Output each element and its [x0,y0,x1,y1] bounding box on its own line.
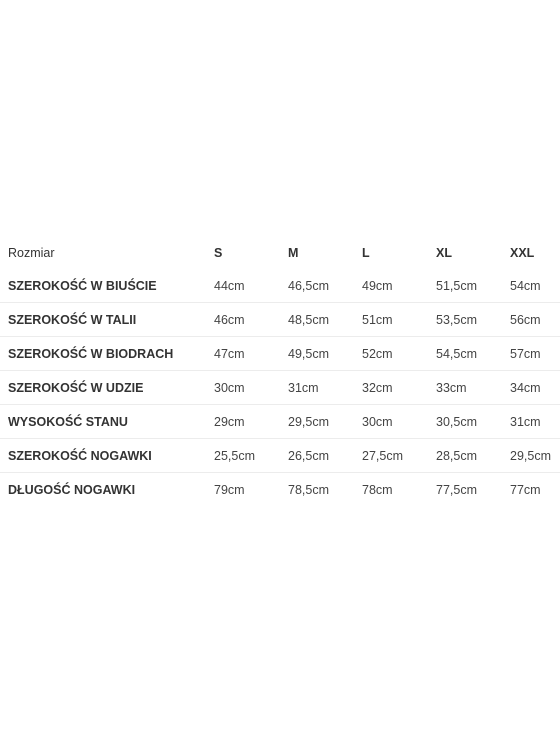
table-cell: 51cm [362,312,393,327]
row-label: SZEROKOŚĆ W BIODRACH [8,346,174,361]
table-cell: 52cm [362,346,393,361]
table-cell: 29,5cm [510,448,551,463]
table-row [0,405,560,439]
table-cell: 57cm [510,346,541,361]
table-cell: 49,5cm [288,346,329,361]
size-chart-table [0,236,560,506]
table-cell: 32cm [362,380,393,395]
table-cell: 29cm [214,414,245,429]
table-cell: 30cm [362,414,393,429]
table-row [0,473,560,507]
table-cell: 46cm [214,312,245,327]
size-header-xl: XL [436,245,452,260]
size-header-l: L [362,245,370,260]
table-cell: 53,5cm [436,312,477,327]
table-cell: 56cm [510,312,541,327]
row-label: SZEROKOŚĆ W BIUŚCIE [8,278,157,293]
table-cell: 54,5cm [436,346,477,361]
table-cell: 33cm [436,380,467,395]
size-column-header: Rozmiar [8,245,55,260]
table-header-row [0,236,560,269]
table-cell: 25,5cm [214,448,255,463]
row-label: SZEROKOŚĆ W UDZIE [8,380,144,395]
table-cell: 31cm [510,414,541,429]
size-header-s: S [214,245,223,260]
table-cell: 47cm [214,346,245,361]
table-cell: 77cm [510,482,541,497]
table-row [0,337,560,371]
table-cell: 28,5cm [436,448,477,463]
table-row [0,439,560,473]
table-cell: 30,5cm [436,414,477,429]
table-cell: 51,5cm [436,278,477,293]
row-label: SZEROKOŚĆ W TALII [8,312,137,327]
row-label: SZEROKOŚĆ NOGAWKI [8,448,152,463]
size-header-m: M [288,245,299,260]
table-cell: 54cm [510,278,541,293]
table-cell: 78cm [362,482,393,497]
table-row [0,303,560,337]
table-cell: 27,5cm [362,448,403,463]
row-label: DŁUGOŚĆ NOGAWKI [8,482,136,497]
table-cell: 78,5cm [288,482,329,497]
size-header-xxl: XXL [510,245,535,260]
table-cell: 31cm [288,380,319,395]
row-label: WYSOKOŚĆ STANU [8,414,128,429]
table-cell: 46,5cm [288,278,329,293]
table-cell: 29,5cm [288,414,329,429]
table-cell: 44cm [214,278,245,293]
table-cell: 26,5cm [288,448,329,463]
table-cell: 48,5cm [288,312,329,327]
table-row [0,269,560,303]
table-cell: 79cm [214,482,245,497]
table-cell: 34cm [510,380,541,395]
table-cell: 30cm [214,380,245,395]
table-cell: 49cm [362,278,393,293]
table-cell: 77,5cm [436,482,477,497]
table-row [0,371,560,405]
